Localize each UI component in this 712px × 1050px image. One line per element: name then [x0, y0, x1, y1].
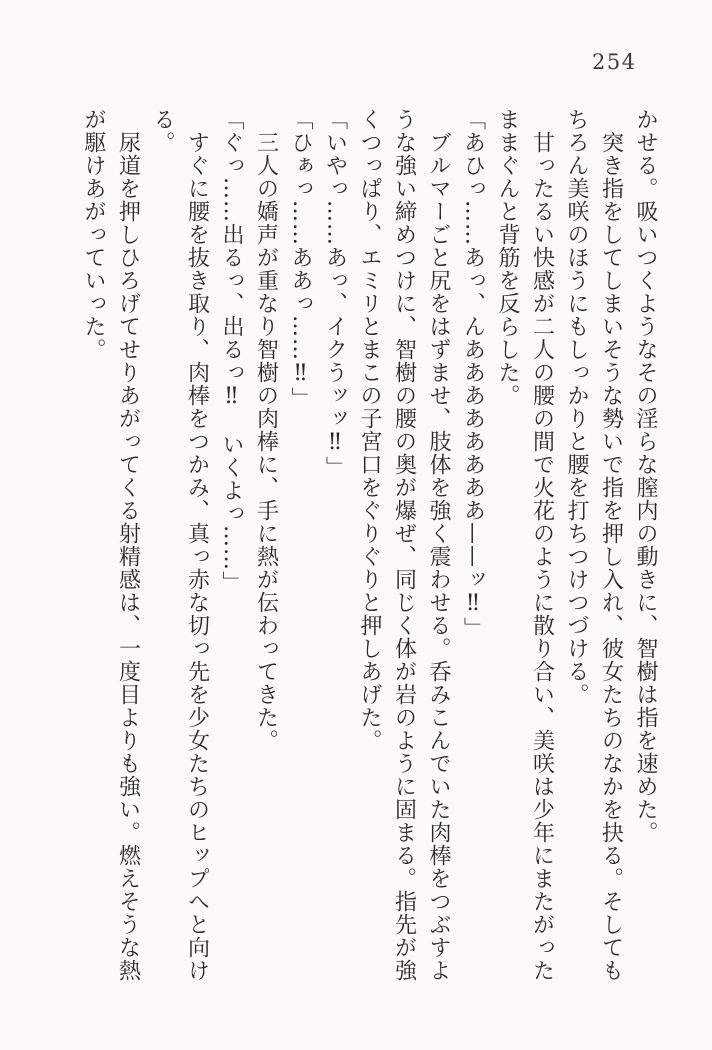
text-line: 「あひっ……あっ、んああああああああ——ッ‼」 [460, 108, 486, 640]
page-number: 254 [592, 50, 637, 74]
text-line: 甘ったるい快感が二人の腰の間で火花のように散り合い、美咲は少年にまたがった [529, 131, 555, 982]
body-text [72, 108, 662, 998]
text-line: ちろん美咲のほうにもしっかりと腰を打ちつけつづける。 [564, 108, 589, 706]
text-line: 尿道を押しひろげてせりあがってくる射精感は、一度目よりも強い。燃えそうな熱 [115, 131, 141, 982]
text-line: かせる。吸いつくようなその淫らな膣内の動きに、智樹は指を速めた。 [633, 108, 658, 844]
text-line: くつっぱり、エミリとまこの子宮口をぐりぐりと押しあげた。 [357, 108, 382, 752]
text-line: 「ぐっ……出るっ、出るっ‼ いくよっ……」 [219, 108, 244, 594]
text-line: 「ひぁっ……ああっ……‼」 [288, 108, 313, 410]
text-line: が駆けあがっていった。 [81, 108, 106, 361]
text-line: ままぐんと背筋を反らした。 [495, 108, 520, 407]
text-line: る。 [150, 108, 175, 154]
text-line: すぐに腰を抜き取り、肉棒をつかみ、真っ赤な切っ先を少女たちのヒップへと向け [184, 131, 210, 982]
text-line: 「いやっ……あっ、イクうッッ‼」 [322, 108, 348, 479]
text-line: うな強い締めつけに、智樹の腰の奥が爆ぜ、同じく体が岩のように固まる。指先が強 [391, 108, 417, 982]
text-line: 突き指をしてしまいそうな勢いで指を押し入れ、彼女たちのなかを抉る。そしても [598, 131, 624, 982]
text-line: 三人の嬌声が重なり智樹の肉棒に、手に熱が伝わってきた。 [253, 131, 279, 752]
text-line: ブルマーごと尻をはずませ、肢体を強く震わせる。呑みこんでいた肉棒をつぶすよ [426, 131, 451, 982]
